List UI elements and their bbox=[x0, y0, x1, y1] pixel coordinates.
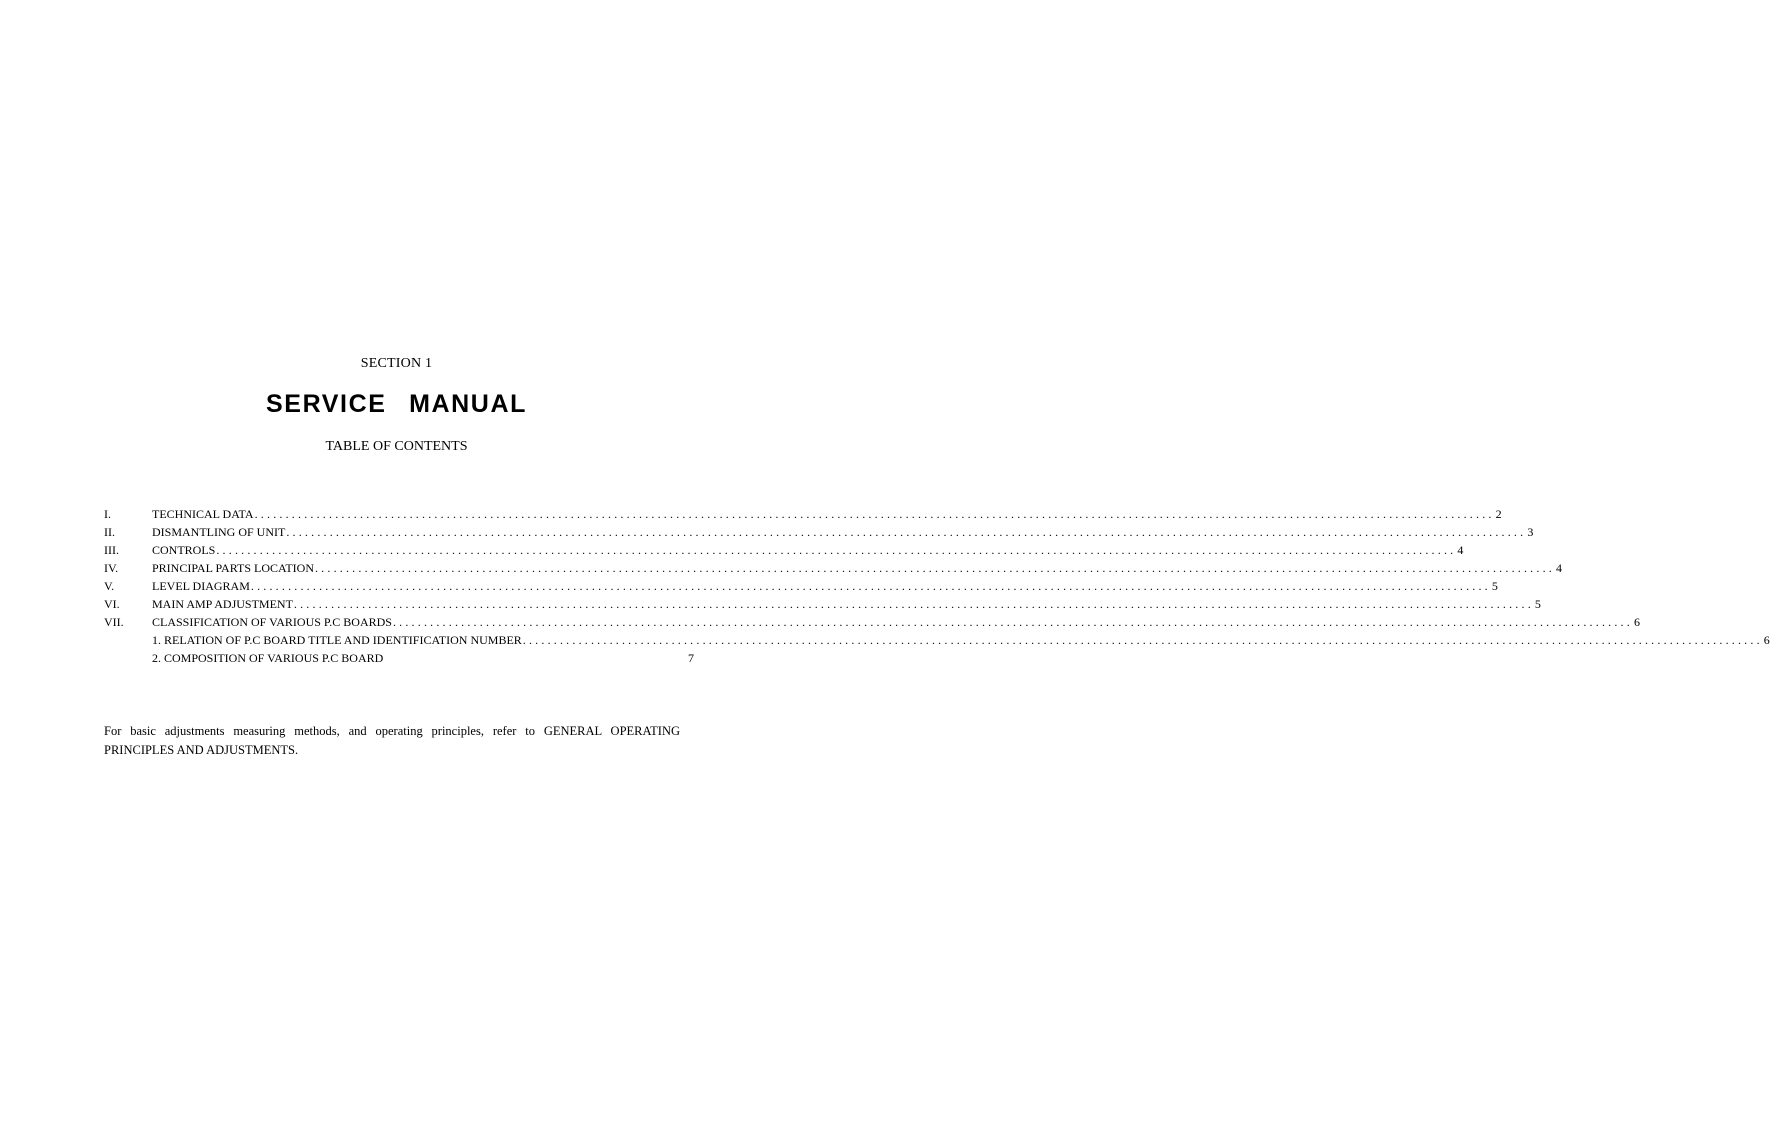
dot-leader: ........................................................................................................................................................................................................ bbox=[314, 561, 1555, 575]
dot-leader: ........................................................................................................................................................................................................ bbox=[286, 525, 1527, 539]
table-of-contents bbox=[104, 505, 1770, 667]
toc-entry-number: III. bbox=[104, 543, 119, 557]
toc-entry-title: CLASSIFICATION OF VARIOUS P.C BOARDS bbox=[152, 615, 392, 629]
toc-entry-title: 1. RELATION OF P.C BOARD TITLE AND IDENTIFICATION NUMBER bbox=[152, 633, 522, 647]
toc-entry-page: 5 bbox=[1491, 579, 1498, 593]
toc-subentry bbox=[104, 631, 1770, 649]
toc-entry-title: LEVEL DIAGRAM bbox=[152, 579, 250, 593]
dot-leader: ........................................................................................................................................................................................................ bbox=[250, 579, 1491, 593]
toc-entry-page: 4 bbox=[1555, 561, 1562, 575]
toc-entry bbox=[104, 577, 1498, 595]
toc-entry bbox=[104, 559, 1562, 577]
toc-entry-page: 3 bbox=[1527, 525, 1534, 539]
dot-leader: ........................................................................................................................................................................................................ bbox=[293, 597, 1534, 611]
toc-entry-title: PRINCIPAL PARTS LOCATION bbox=[152, 561, 314, 575]
toc-entry-title: MAIN AMP ADJUSTMENT bbox=[152, 597, 293, 611]
toc-entry-title: TECHNICAL DATA bbox=[152, 507, 254, 521]
toc-entry bbox=[104, 523, 1534, 541]
toc-entry-page: 2 bbox=[1495, 507, 1502, 521]
dot-leader: ........................................................................................................................................................................................................ bbox=[254, 507, 1495, 521]
dot-leader: ........................................................................................................................................................................................................ bbox=[216, 543, 1457, 557]
dot-leader: ........................................................................................................................................................................................................ bbox=[522, 633, 1763, 647]
toc-entry-page: 7 bbox=[688, 651, 694, 665]
toc-entry bbox=[104, 505, 1502, 523]
toc-entry bbox=[104, 595, 1541, 613]
toc-entry-number: V. bbox=[104, 579, 115, 593]
toc-entry-title: CONTROLS bbox=[152, 543, 216, 557]
toc-entry-page: 6 bbox=[1633, 615, 1640, 629]
toc-entry-number: IV. bbox=[104, 561, 119, 575]
toc-entry-page: 6 bbox=[1763, 633, 1770, 647]
toc-subentry bbox=[104, 649, 694, 667]
page-title: SERVICE MANUAL bbox=[266, 390, 527, 418]
toc-entry-number: VI. bbox=[104, 597, 120, 611]
reference-note: For basic adjustments measuring methods, and operating principles, refer to GENERAL OPERATING PRINCIPLES AND ADJUSTMENTS. bbox=[104, 724, 680, 757]
toc-entry bbox=[104, 613, 1640, 631]
toc-entry-page: 4 bbox=[1457, 543, 1464, 557]
toc-entry-title: DISMANTLING OF UNIT bbox=[152, 525, 286, 539]
toc-heading: TABLE OF CONTENTS bbox=[325, 439, 468, 454]
section-label: SECTION 1 bbox=[360, 356, 433, 371]
toc-entry-page: 5 bbox=[1534, 597, 1541, 611]
toc-entry-number: I. bbox=[104, 507, 111, 521]
toc-entry bbox=[104, 541, 1464, 559]
toc-entry-number: II. bbox=[104, 525, 115, 539]
toc-entry-number: VII. bbox=[104, 615, 124, 629]
dot-leader: ........................................................................................................................................................................................................ bbox=[392, 615, 1633, 629]
toc-entry-title: 2. COMPOSITION OF VARIOUS P.C BOARD bbox=[152, 651, 384, 665]
